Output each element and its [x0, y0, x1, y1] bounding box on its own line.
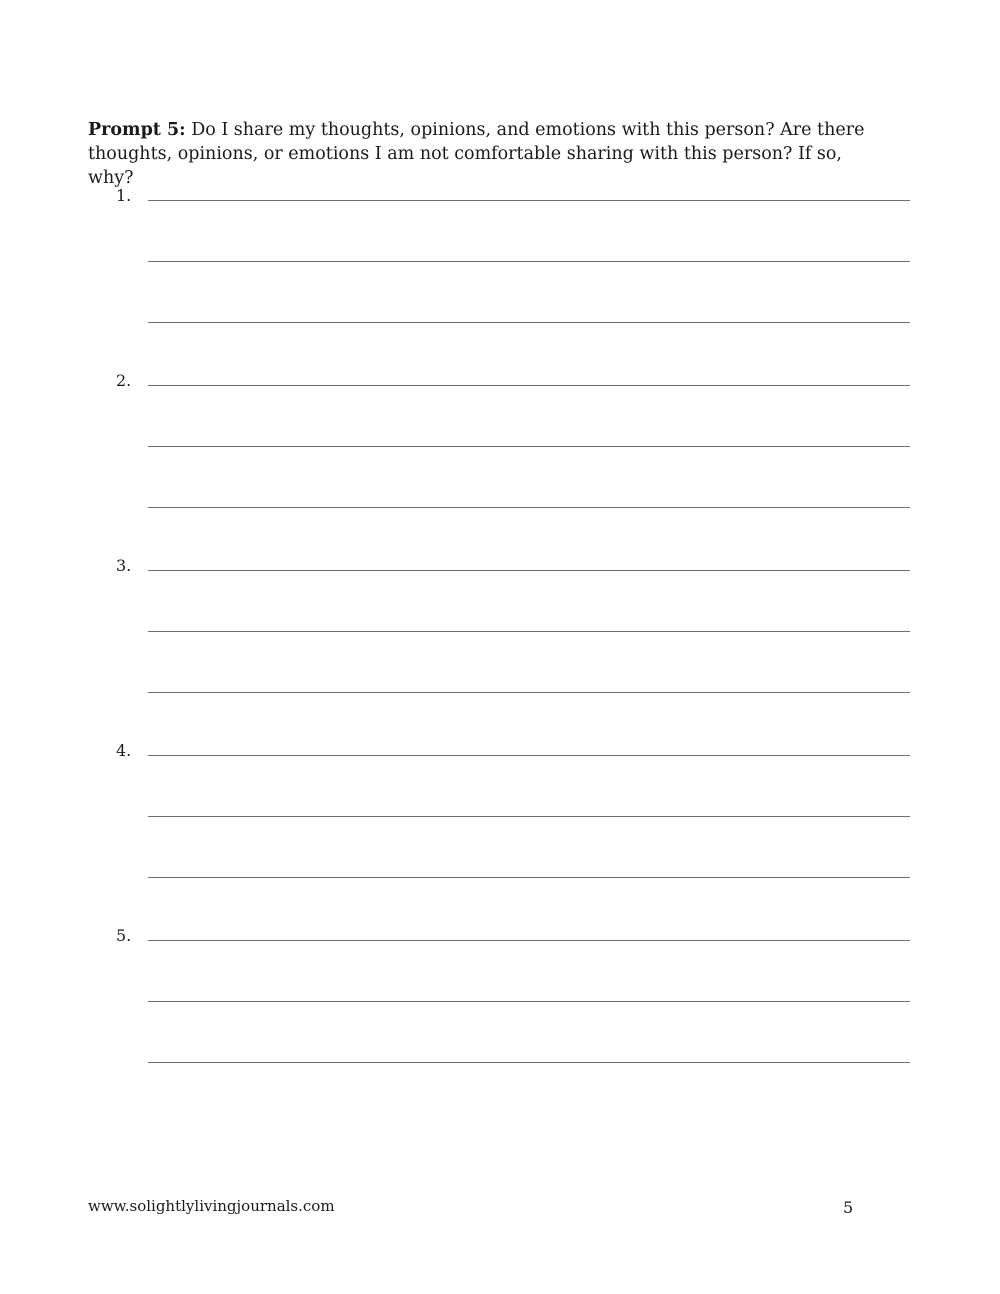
item-number: 3. [116, 556, 132, 575]
answer-line[interactable] [148, 446, 910, 447]
answer-line[interactable] [148, 322, 910, 323]
answer-line[interactable] [148, 692, 910, 693]
item-number: 2. [116, 371, 132, 390]
answer-item-4 [0, 741, 1000, 941]
answer-item-3 [0, 556, 1000, 756]
answer-line[interactable] [148, 507, 910, 508]
answer-item-1 [0, 186, 1000, 386]
item-number: 5. [116, 926, 132, 945]
answer-item-2 [0, 371, 1000, 571]
answer-line[interactable] [148, 385, 910, 386]
item-number: 1. [116, 186, 132, 205]
item-number: 4. [116, 741, 132, 760]
answer-line[interactable] [148, 940, 910, 941]
footer-website-url: www.solightlylivingjournals.com [88, 1197, 335, 1215]
page-number: 5 [843, 1198, 854, 1217]
answer-line[interactable] [148, 755, 910, 756]
prompt-label: Prompt 5: [88, 120, 186, 140]
answer-line[interactable] [148, 816, 910, 817]
answer-item-5 [0, 926, 1000, 1126]
prompt-text-block [88, 118, 888, 190]
answer-line[interactable] [148, 261, 910, 262]
answer-line[interactable] [148, 1062, 910, 1063]
answer-line[interactable] [148, 570, 910, 571]
answer-line[interactable] [148, 631, 910, 632]
answer-line[interactable] [148, 200, 910, 201]
answer-line[interactable] [148, 1001, 910, 1002]
answer-line[interactable] [148, 877, 910, 878]
prompt-question: Do I share my thoughts, opinions, and emotions with this person? Are there thoughts, opinions, or emotions I am not comfortable sharing with this person? If so, why? [88, 120, 865, 188]
